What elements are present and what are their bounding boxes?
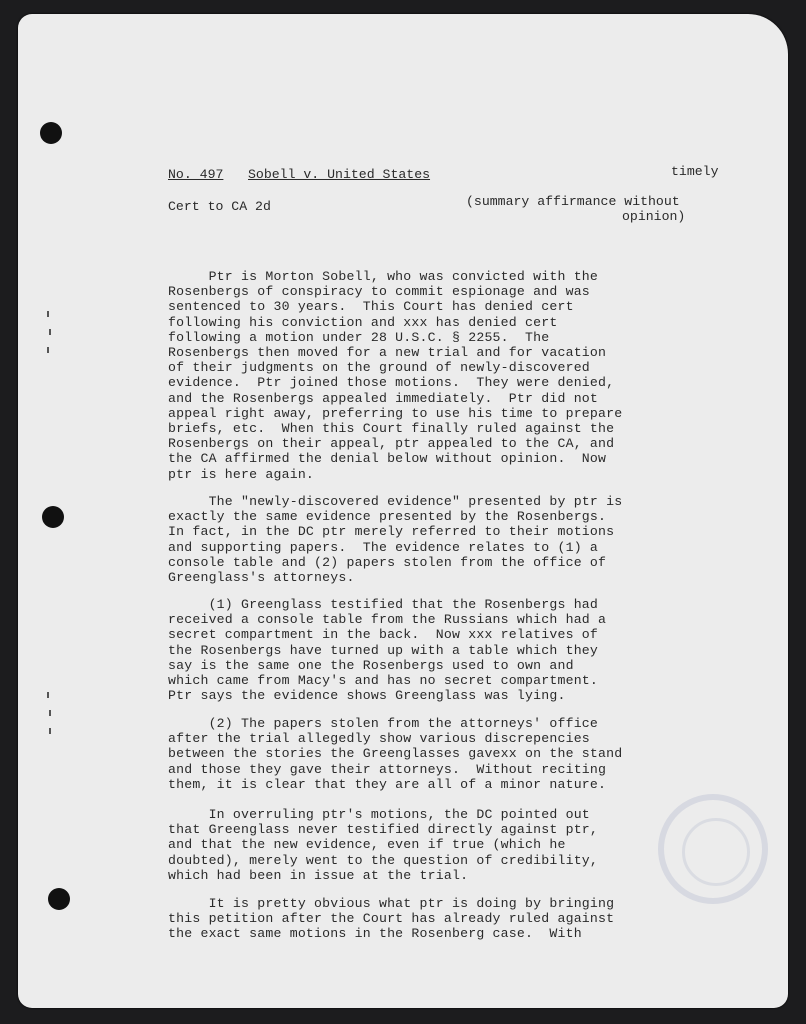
disposition-note-line1: (summary affirmance without (466, 194, 680, 209)
status-note: timely (671, 164, 719, 179)
punch-hole (40, 122, 62, 144)
paragraph-4: (2) The papers stolen from the attorneys' office after the trial allegedly show various discrepencies between the stories the Greenglasses gavexx on the stand and those they gave their attorneys. Without reciting them, it is clear that they are all of a minor nature. (168, 716, 623, 792)
paragraph-1: Ptr is Morton Sobell, who was convicted with the Rosenbergs of conspiracy to commit espionage and was sentenced to 30 years. This Court has denied cert following his conviction and xxx has denied cert following a motion under 28 U.S.C. § 2255. The Rosenbergs then moved for a new trial and for vacation of their judgments on the ground of newly-discovered evidence. Ptr joined those motions. They were denied, and the Rosenbergs appealed immediately. Ptr did not appeal right away, preferring to use his time to prepare briefs, etc. When this Court finally ruled against the Rosenbergs on their appeal, ptr appealed to the CA, and the CA affirmed the denial below without opinion. Now ptr is here again. (168, 269, 623, 482)
margin-mark (47, 311, 49, 317)
margin-mark (47, 692, 49, 698)
disposition-note-line2: opinion) (622, 209, 686, 224)
case-number: No. 497 (168, 167, 224, 182)
margin-mark (47, 347, 49, 353)
paragraph-2: The "newly-discovered evidence" presented by ptr is exactly the same evidence presented by the Rosenbergs. In fact, in the DC ptr merely referred to their motions and supporting papers. The evidence relates to (1) a console table and (2) papers stolen from the office of Greenglass's attorneys. (168, 494, 623, 586)
margin-mark (49, 329, 51, 335)
margin-mark (49, 710, 51, 716)
paragraph-6: It is pretty obvious what ptr is doing by bringing this petition after the Court has already ruled against the exact same motions in the Rosenberg case. With (168, 896, 615, 942)
paragraph-3: (1) Greenglass testified that the Rosenbergs had received a console table from the Russians which had a secret compartment in the back. Now xxx relatives of the Rosenbergs have turned up with a table which they say is the same one the Rosenbergs used to own and which came from Macy's and has no secret compartment. Ptr says the evidence shows Greenglass was lying. (168, 597, 607, 704)
punch-hole (48, 888, 70, 910)
cert-line: Cert to CA 2d (168, 199, 271, 214)
punch-hole (42, 506, 64, 528)
paragraph-5: In overruling ptr's motions, the DC pointed out that Greenglass never testified directly against ptr, and that the new evidence, even if true (which he doubted), merely went to the question of credibility, which had been in issue at the trial. (168, 807, 599, 883)
document-page (18, 14, 788, 1008)
case-title: Sobell v. United States (248, 167, 431, 182)
archive-seal-watermark (658, 794, 768, 904)
margin-mark (49, 728, 51, 734)
